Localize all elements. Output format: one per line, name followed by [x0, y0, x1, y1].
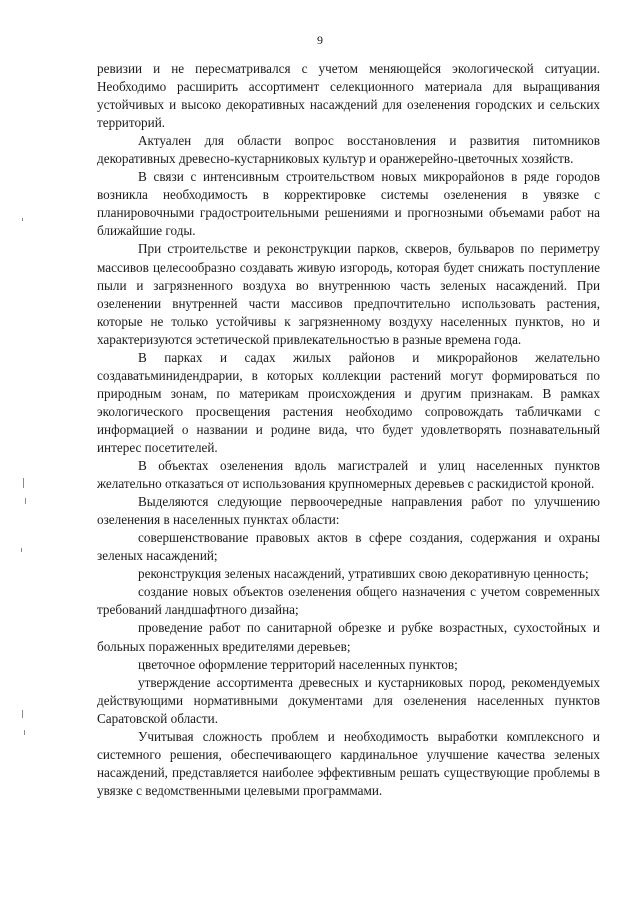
paragraph: ревизии и не пересматривался с учетом меняющейся экологической ситуации. Необходимо расширить ассортимент селекционного материала для выращивания устойчивых и высоко декоративных насаждений для озеленения городских и сельских территорий.	[97, 61, 600, 131]
list-item: совершенствование правовых актов в сфере создания, содержания и охраны зеленых насаждений;	[97, 530, 600, 564]
list-item: реконструкция зеленых насаждений, утративших свою декоративную ценность;	[138, 566, 589, 582]
paragraph: Актуален для области вопрос восстановления и развития питомников декоративных древесно-кустарниковых культур и оранжерейно-цветочных хозяйств.	[97, 133, 600, 167]
document-body	[97, 60, 600, 800]
paragraph: При строительстве и реконструкции парков, скверов, бульваров по периметру массивов целесообразно создавать живую изгородь, которая будет снижать поступление пыли и загрязненного воздуха во внутреннюю часть зеленых насаждений. При озеленении внутренней части массивов предпочтительно использовать растения, которые не только устойчивы к загрязненному воздуху населенных пунктов, но и характеризуются эстетической привлекательностью в разные времена года.	[97, 241, 600, 347]
paragraph: В связи с интенсивным строительством новых микрорайонов в ряде городов возникла необходимость в корректировке системы озеленения в увязке с планировочными градостроительными решениями и прогнозными объемами работ на ближайшие годы.	[97, 169, 600, 239]
paragraph: Выделяются следующие первоочередные направления работ по улучшению озеленения в населенных пунктах области:	[97, 494, 600, 528]
list-item: проведение работ по санитарной обрезке и рубке возрастных, сухостойных и больных пораженных вредителями деревьев;	[97, 620, 600, 654]
list-item: создание новых объектов озеленения общего назначения с учетом современных требований ландшафтного дизайна;	[97, 584, 600, 618]
list-item: цветочное оформление территорий населенных пунктов;	[138, 656, 458, 672]
page-number: 9	[317, 33, 323, 47]
paragraph: В парках и садах жилых районов и микрорайонов желательно создаватьминидендрарии, в которых коллекции растений могут формироваться по природным зонам, по материкам происхождения и другим признакам. В рамках экологического просвещения растения необходимо сопровождать табличками с информацией о названии и родине вида, что будет удовлетворять познавательный интерес посетителей.	[97, 349, 600, 455]
paragraph: В объектах озеленения вдоль магистралей и улиц населенных пунктов желательно отказаться от использования крупномерных деревьев с раскидистой кроной.	[97, 458, 600, 492]
list-item: утверждение ассортимента древесных и кустарниковых пород, рекомендуемых действующими нормативными документами для озеленения населенных пунктов Саратовской области.	[97, 674, 600, 726]
closing-paragraph: Учитывая сложность проблем и необходимость выработки комплексного и системного решения, обеспечивающего кардинальное улучшение качества зеленых насаждений, представляется наиболее эффективным решать существующие проблемы в увязке с ведомственными целевыми программами.	[97, 728, 600, 798]
binding-marks	[0, 0, 40, 905]
